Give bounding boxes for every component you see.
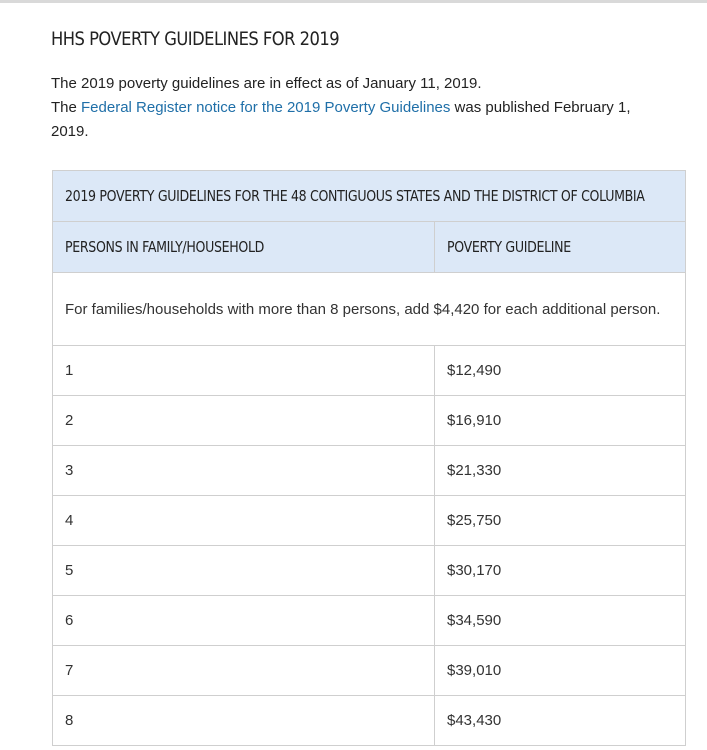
- column-header-guideline: [435, 222, 686, 273]
- guideline-cell: $12,490: [435, 346, 686, 396]
- intro-effective-date: The 2019 poverty guidelines are in effect as of January 11, 2019.: [51, 75, 482, 92]
- column-header-row: [53, 222, 686, 273]
- guideline-cell: $21,330: [435, 446, 686, 496]
- guideline-cell: $34,590: [435, 596, 686, 646]
- table-row: [53, 496, 686, 546]
- table-caption-text: 2019 POVERTY GUIDELINES FOR THE 48 CONTIGUOUS STATES AND THE DISTRICT OF COLUMBIA: [65, 187, 645, 205]
- table-row: [53, 696, 686, 746]
- additional-person-note: For families/households with more than 8 persons, add $4,420 for each additional person.: [53, 273, 686, 346]
- guideline-cell: $30,170: [435, 546, 686, 596]
- note-row: [53, 273, 686, 346]
- persons-cell: 1: [53, 346, 435, 396]
- poverty-guidelines-table: [52, 170, 686, 746]
- intro-publication: [51, 96, 671, 144]
- column-header-persons-text: PERSONS IN FAMILY/HOUSEHOLD: [65, 238, 265, 256]
- page-title: HHS POVERTY GUIDELINES FOR 2019: [51, 28, 340, 50]
- persons-cell: 3: [53, 446, 435, 496]
- table-row: [53, 546, 686, 596]
- persons-cell: 6: [53, 596, 435, 646]
- table-row: [53, 596, 686, 646]
- table-row: [53, 396, 686, 446]
- table-row: [53, 346, 686, 396]
- guideline-cell: $39,010: [435, 646, 686, 696]
- persons-cell: 4: [53, 496, 435, 546]
- persons-cell: 2: [53, 396, 435, 446]
- guideline-cell: $16,910: [435, 396, 686, 446]
- persons-cell: 7: [53, 646, 435, 696]
- guideline-cell: $25,750: [435, 496, 686, 546]
- column-header-guideline-text: POVERTY GUIDELINE: [447, 238, 571, 256]
- persons-cell: 8: [53, 696, 435, 746]
- table-caption: [53, 171, 686, 222]
- intro-suffix: was published February 1, 2019.: [51, 99, 631, 140]
- top-divider: [0, 0, 707, 3]
- intro-text: [51, 72, 671, 144]
- guideline-cell: $43,430: [435, 696, 686, 746]
- intro-prefix: The: [51, 99, 82, 116]
- column-header-persons: [53, 222, 435, 273]
- table-caption-row: [53, 171, 686, 222]
- table-row: [53, 646, 686, 696]
- table-row: [53, 446, 686, 496]
- persons-cell: 5: [53, 546, 435, 596]
- federal-register-link[interactable]: Federal Register notice for the 2019 Poverty Guidelines: [81, 99, 451, 116]
